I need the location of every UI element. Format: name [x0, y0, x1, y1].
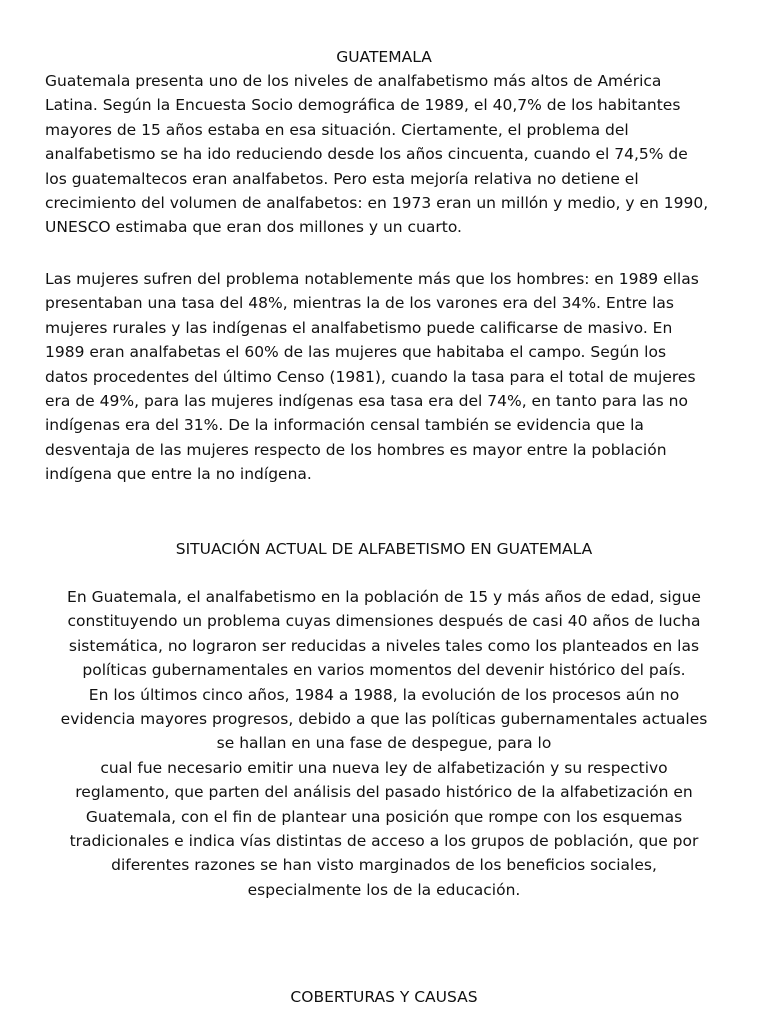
text-line: indígenas era del 31%. De la información censal también se evidencia que la [45, 416, 644, 435]
section-title-guatemala: GUATEMALA [336, 48, 432, 66]
text-line: Las mujeres sufren del problema notablemente más que los hombres: en 1989 ellas [45, 270, 699, 288]
text-line: Latina. Según la Encuesta Socio demográfica de 1989, el 40,7% de los habitantes [45, 96, 681, 115]
text-line: En Guatemala, el analfabetismo en la población de 15 y más años de edad, sigue [67, 588, 701, 606]
text-line: especialmente los de la educación. [247, 880, 521, 899]
text-line: Guatemala presenta uno de los niveles de analfabetismo más altos de América [45, 72, 662, 90]
text-line: cual fue necesario emitir una nueva ley de alfabetización y su respectivo [100, 758, 668, 777]
text-line: mujeres rurales y las indígenas el analfabetismo puede calificarse de masivo. En [45, 318, 673, 337]
text-line: se hallan en una fase de despegue, para lo [216, 734, 552, 753]
text-line: En los últimos cinco años, 1984 a 1988, la evolución de los procesos aún no [88, 685, 680, 704]
section-title-situacion-actual: SITUACIÓN ACTUAL DE ALFABETISMO EN GUATEMALA [175, 540, 593, 558]
paragraph-situacion [20, 585, 748, 902]
text-line: indígena que entre la no indígena. [45, 465, 312, 484]
paragraph-intro [45, 69, 735, 240]
text-line: constituyendo un problema cuyas dimensiones después de casi 40 años de lucha [67, 612, 701, 631]
text-line: desventaja de las mujeres respecto de los hombres es mayor entre la población [45, 440, 667, 459]
paragraph-women [45, 267, 735, 487]
text-line: evidencia mayores progresos, debido a que las políticas gubernamentales actuales [60, 710, 708, 729]
text-line: reglamento, que parten del análisis del pasado histórico de la alfabetización en [75, 783, 693, 802]
text-line: datos procedentes del último Censo (1981), cuando la tasa para el total de mujeres [45, 367, 696, 386]
text-line: Guatemala, con el fin de plantear una posición que rompe con los esquemas [85, 807, 683, 826]
text-line: diferentes razones se han visto marginados de los beneficios sociales, [111, 856, 657, 875]
text-line: UNESCO estimaba que eran dos millones y un cuarto. [45, 218, 462, 237]
text-line: políticas gubernamentales en varios momentos del devenir histórico del país. [82, 661, 686, 680]
text-line: los guatemaltecos eran analfabetos. Pero esta mejoría relativa no detiene el [45, 169, 639, 188]
text-line: era de 49%, para las mujeres indígenas esa tasa era del 74%, en tanto para las no [45, 392, 688, 411]
text-line: 1989 eran analfabetas el 60% de las mujeres que habitaba el campo. Según los [45, 343, 667, 362]
text-line: analfabetismo se ha ido reduciendo desde los años cincuenta, cuando el 74,5% de [45, 145, 688, 164]
text-line: mayores de 15 años estaba en esa situación. Ciertamente, el problema del [45, 120, 629, 139]
text-line: presentaban una tasa del 48%, mientras la de los varones era del 34%. Entre las [45, 294, 674, 313]
text-line: sistemática, no lograron ser reducidas a niveles tales como los planteados en las [68, 636, 700, 655]
text-line: tradicionales e indica vías distintas de acceso a los grupos de población, que por [69, 832, 699, 851]
section-title-coberturas: COBERTURAS Y CAUSAS [290, 988, 478, 1006]
text-line: crecimiento del volumen de analfabetos: en 1973 eran un millón y medio, y en 1990, [45, 194, 709, 213]
